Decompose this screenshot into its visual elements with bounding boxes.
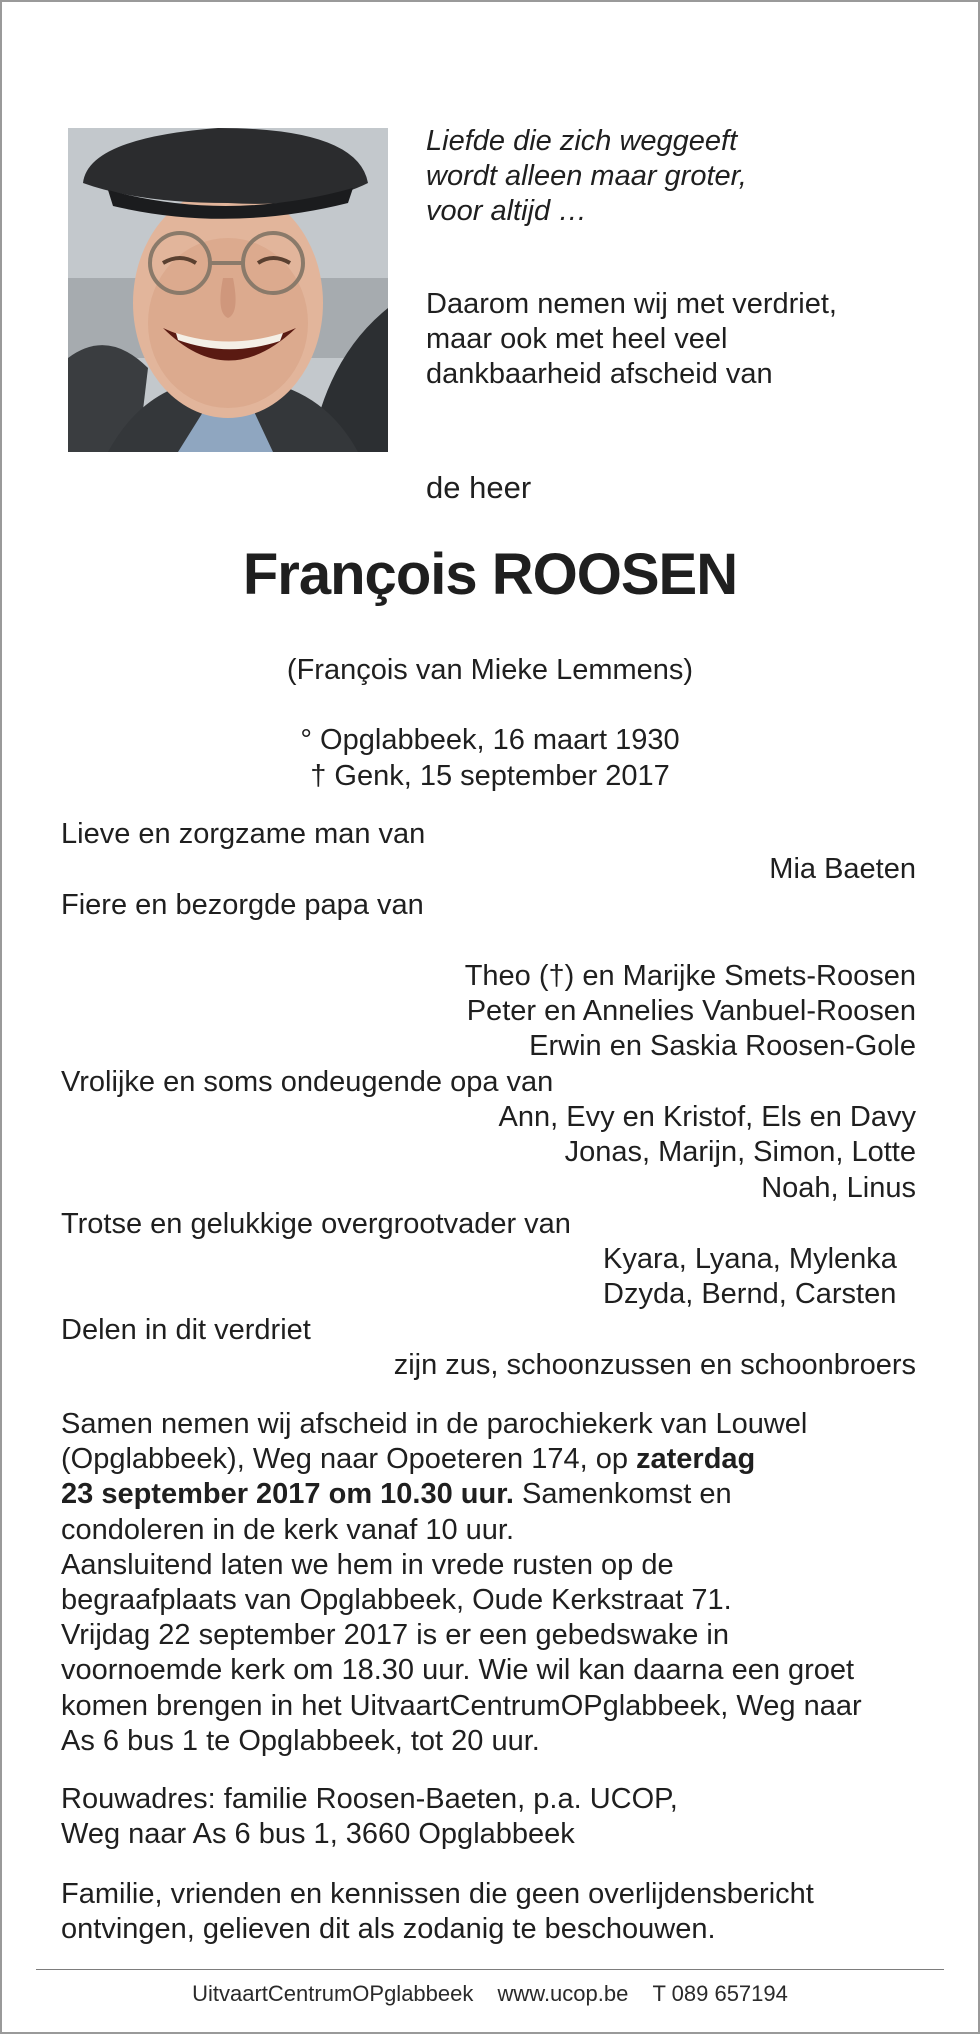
poem-line: Liefde die zich weggeeft xyxy=(426,125,738,157)
service-line xyxy=(61,1442,941,1477)
address-line: Weg naar As 6 bus 1, 3660 Opglabbeek xyxy=(61,1818,575,1851)
children-line: Peter en Annelies Vanbuel-Roosen xyxy=(466,995,916,1027)
service-line: Vrijdag 22 september 2017 is er een gebedswake in xyxy=(61,1619,729,1652)
portrait-photo xyxy=(68,128,388,452)
address-paragraph xyxy=(61,1782,941,1852)
service-line: begraafplaats van Opglabbeek, Oude Kerkstraat 71. xyxy=(61,1584,732,1617)
service-line: As 6 bus 1 te Opglabbeek, tot 20 uur. xyxy=(61,1724,540,1757)
birth-line: ° Opglabbeek, 16 maart 1930 xyxy=(300,724,680,756)
others-line: zijn zus, schoonzussen en schoonbroers xyxy=(393,1349,916,1381)
service-line: Samen nemen wij afscheid in de parochiekerk van Louwel xyxy=(61,1408,808,1440)
nickname: (François van Mieke Lemmens) xyxy=(286,654,694,686)
children-line: Erwin en Saskia Roosen-Gole xyxy=(529,1030,916,1062)
footer-phone: T 089 657194 xyxy=(652,1981,788,2006)
service-text: Samenkomst en xyxy=(513,1478,732,1511)
grandchildren-label: Vrolijke en soms ondeugende opa van xyxy=(61,1066,554,1098)
portrait-illustration xyxy=(68,128,388,452)
notice-line: ontvingen, gelieven dit als zodanig te beschouwen. xyxy=(61,1913,716,1946)
service-line: condoleren in de kerk vanaf 10 uur. xyxy=(61,1513,515,1546)
service-line: Aansluitend laten we hem in vrede rusten op de xyxy=(61,1548,674,1581)
poem-line: voor altijd … xyxy=(426,195,588,227)
deceased-name: François ROOSEN xyxy=(242,542,738,607)
greatgrandchildren-line: Dzyda, Bernd, Carsten xyxy=(603,1278,897,1310)
spouse-label: Lieve en zorgzame man van xyxy=(61,818,426,850)
children-label: Fiere en bezorgde papa van xyxy=(61,889,424,921)
service-line: voornoemde kerk om 18.30 uur. Wie wil kan daarna een groet xyxy=(61,1654,855,1687)
footer-company: UitvaartCentrumOPglabbeek xyxy=(192,1981,474,2006)
death-line: † Genk, 15 september 2017 xyxy=(310,760,670,792)
others-label: Delen in dit verdriet xyxy=(61,1314,311,1346)
grandchildren-line: Ann, Evy en Kristof, Els en Davy xyxy=(498,1101,916,1133)
spouse-name: Mia Baeten xyxy=(769,853,916,885)
poem-line: wordt alleen maar groter, xyxy=(426,160,747,192)
service-day: zaterdag xyxy=(636,1443,756,1476)
greatgrandchildren-line: Kyara, Lyana, Mylenka xyxy=(603,1243,897,1275)
grandchildren-line: Noah, Linus xyxy=(761,1172,916,1204)
intro-line: Daarom nemen wij met verdriet, xyxy=(426,288,837,320)
service-line xyxy=(61,1477,941,1512)
service-line: komen brengen in het UitvaartCentrumOPglabbeek, Weg naar xyxy=(61,1689,862,1722)
footer-divider xyxy=(36,1969,944,1970)
intro-text xyxy=(426,287,946,392)
service-text: (Opglabbeek), Weg naar Opoeteren 174, op xyxy=(61,1443,637,1476)
intro-line: maar ook met heel veel xyxy=(426,323,728,355)
poem xyxy=(426,124,946,229)
children-line: Theo (†) en Marijke Smets-Roosen xyxy=(464,960,916,992)
footer xyxy=(2,1980,978,2008)
notice-paragraph xyxy=(61,1877,941,1947)
address-line: Rouwadres: familie Roosen-Baeten, p.a. UCOP, xyxy=(61,1783,678,1815)
service-datetime: 23 september 2017 om 10.30 uur. xyxy=(61,1478,514,1511)
footer-website: www.ucop.be xyxy=(497,1981,629,2006)
notice-line: Familie, vrienden en kennissen die geen overlijdensbericht xyxy=(61,1878,814,1910)
intro-line: dankbaarheid afscheid van xyxy=(426,358,773,390)
service-paragraph xyxy=(61,1407,941,1759)
greatgrandchildren-label: Trotse en gelukkige overgrootvader van xyxy=(61,1208,571,1240)
salutation: de heer xyxy=(426,470,532,505)
grandchildren-line: Jonas, Marijn, Simon, Lotte xyxy=(564,1136,916,1168)
